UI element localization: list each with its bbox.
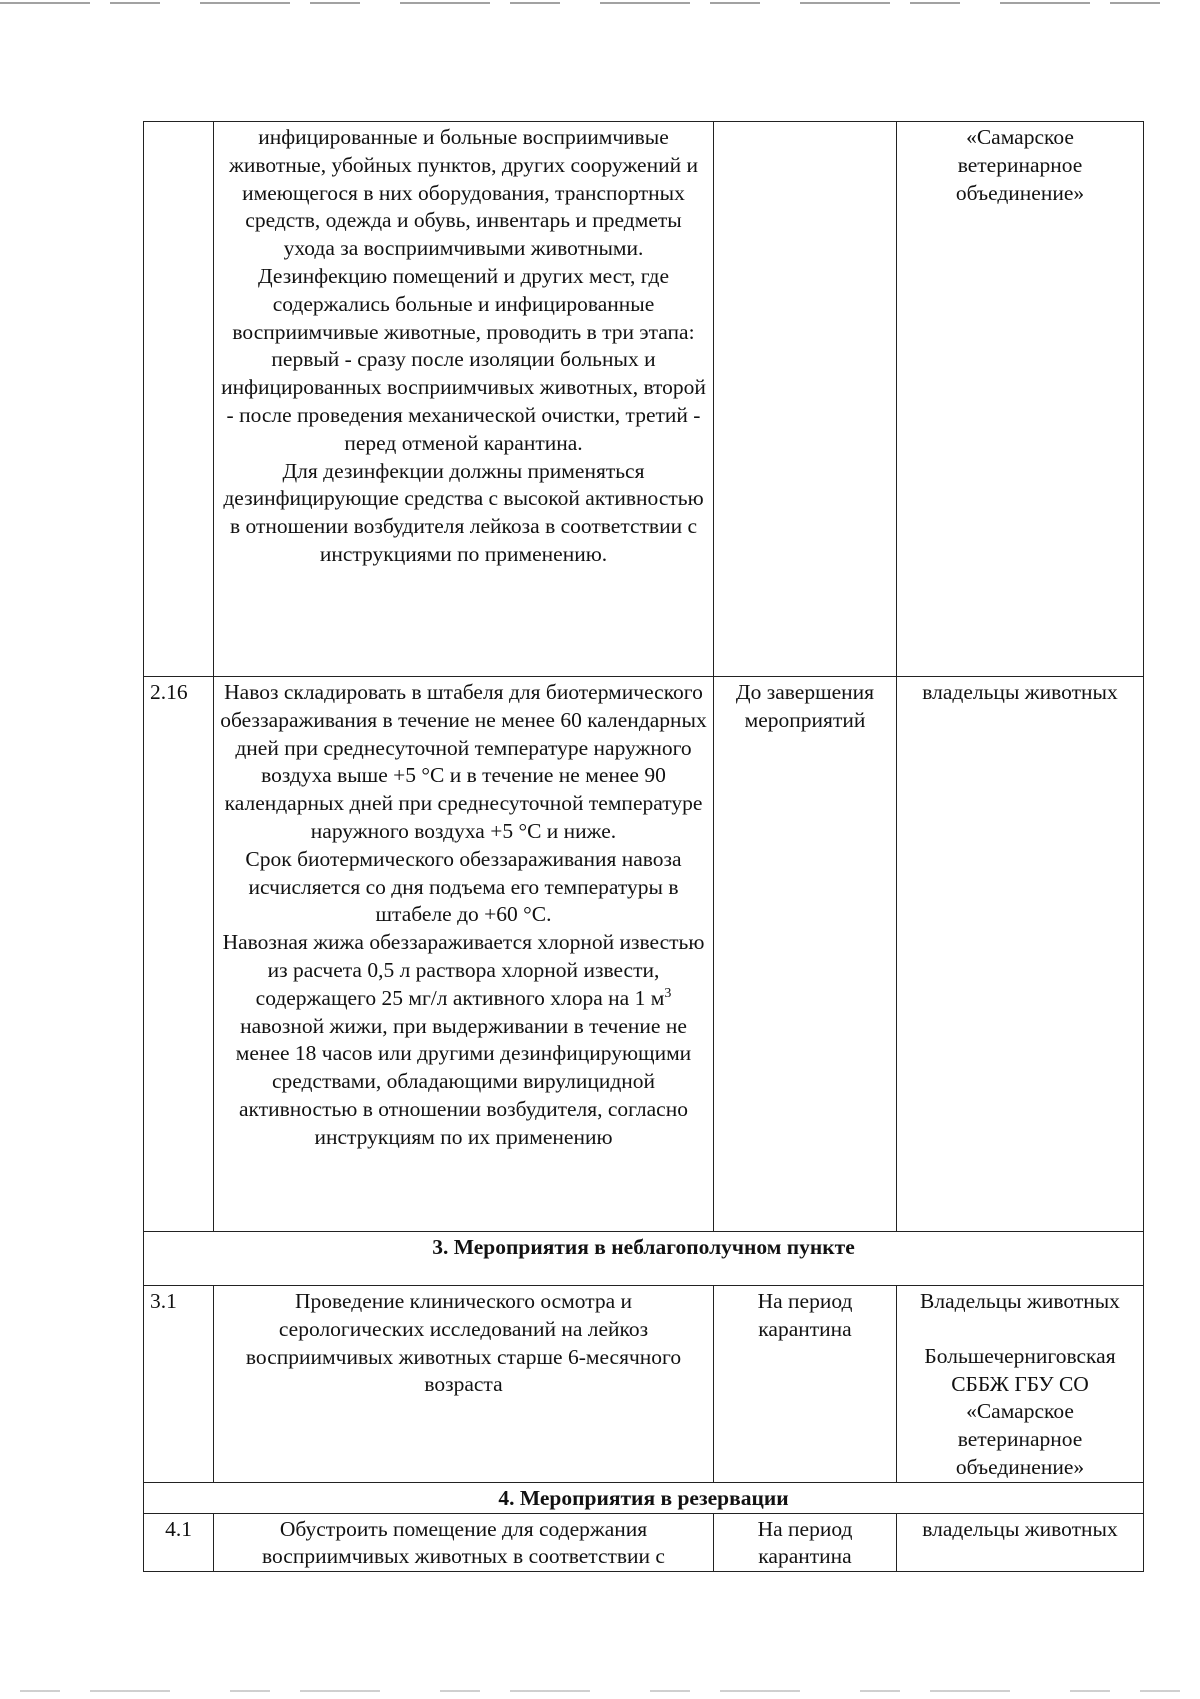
responsible-cell xyxy=(897,1286,1144,1483)
period-cell: На период карантина xyxy=(714,1513,897,1572)
measure-text: Проведение клинического осмотра и серологических исследований на лейкоз восприимчивых животных старше 6-месячного возраста xyxy=(214,1286,714,1483)
superscript: 3 xyxy=(664,985,672,1001)
row-number: 3.1 xyxy=(144,1286,214,1483)
measure-paragraph: Навоз складировать в штабеля для биотермического обеззараживания в течение не менее 60 календарных дней при среднесуточной температуре наружного воздуха выше +5 °С и в течение не менее 90 календарных дней при среднесуточной температуре наружного воздуха +5 °С и ниже. xyxy=(220,680,707,843)
measures-table xyxy=(143,121,1144,1572)
period-cell: На период карантина xyxy=(714,1286,897,1483)
table-row xyxy=(144,1513,1144,1572)
responsible-cell: владельцы животных xyxy=(897,1513,1144,1572)
section-heading: 4. Мероприятия в резервации xyxy=(144,1482,1144,1513)
measure-paragraph: инфицированные и больные восприимчивые животные, убойных пунктов, других сооружений и имеющегося в них оборудования, транспортных средств, одежда и обувь, инвентарь и предметы ухода за восприимчивыми животными. xyxy=(229,125,698,261)
measure-paragraph: Срок биотермического обеззараживания навоза исчисляется со дня подъема его температуры в штабеле до +60 °С. xyxy=(245,846,682,927)
spacer xyxy=(903,1316,1137,1343)
section-heading-row xyxy=(144,1482,1144,1513)
measure-text xyxy=(214,677,714,1232)
measure-text xyxy=(214,122,714,677)
section-heading: 3. Мероприятия в неблагополучном пункте xyxy=(144,1232,1144,1286)
scan-edge-bottom xyxy=(20,1690,1180,1692)
responsible-cell: владельцы животных xyxy=(897,677,1144,1232)
table-row xyxy=(144,1286,1144,1483)
measure-text-part: Навозная жижа обеззараживается хлорной известью из расчета 0,5 л раствора хлорной извести, содержащего 25 мг/л активного хлора на 1 м xyxy=(222,930,705,1010)
scan-edge-top xyxy=(0,2,1200,4)
section-heading-row xyxy=(144,1232,1144,1286)
row-number xyxy=(144,122,214,677)
row-number: 4.1 xyxy=(144,1513,214,1572)
responsible-owner: Владельцы животных xyxy=(920,1289,1120,1313)
measure-text: Обустроить помещение для содержания восприимчивых животных в соответствии с xyxy=(214,1513,714,1572)
responsible-vet-service: Большечерниговская СББЖ ГБУ СО «Самарское ветеринарное объединение» xyxy=(924,1343,1116,1479)
responsible-cell: «Самарское ветеринарное объединение» xyxy=(897,122,1144,677)
period-cell xyxy=(714,122,897,677)
measure-paragraph xyxy=(220,929,707,1151)
measure-paragraph: Дезинфекцию помещений и других мест, где содержались больные и инфицированные восприимчивые животные, проводить в три этапа: первый - сразу после изоляции больных и инфицированных восприимчивых животных, второй - после проведения механической очистки, третий - перед отменой карантина. xyxy=(221,263,706,455)
measure-paragraph: Для дезинфекции должны применяться дезинфицирующие средства с высокой активностью в отношении возбудителя лейкоза в соответствии с инструкциями по применению. xyxy=(223,458,704,566)
measure-text-part: навозной жижи, при выдерживании в течение не менее 18 часов или другими дезинфицирующими средствами, обладающими вирулицидной активностью в отношении возбудителя, согласно инструкциям по их применению xyxy=(235,1013,692,1149)
table-row xyxy=(144,677,1144,1232)
period-cell: До завершения мероприятий xyxy=(714,677,897,1232)
row-number: 2.16 xyxy=(144,677,214,1232)
table-row xyxy=(144,122,1144,677)
